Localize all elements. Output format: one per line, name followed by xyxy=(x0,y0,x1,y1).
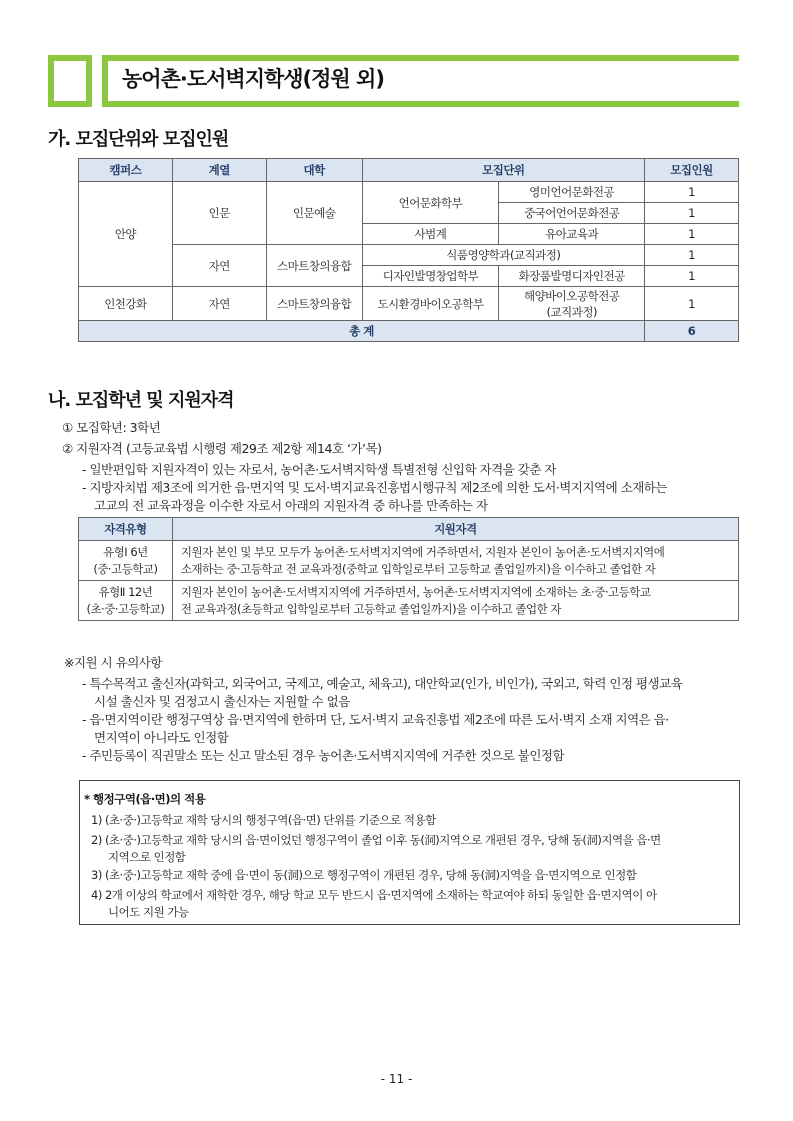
cell-major: 유아교육과 xyxy=(499,224,645,245)
cell-count: 1 xyxy=(645,182,739,203)
total-label: 총 계 xyxy=(79,321,645,342)
cell-division: 사범계 xyxy=(362,224,499,245)
table-row xyxy=(79,245,739,266)
total-value: 6 xyxy=(645,321,739,342)
notice-heading: * 행정구역(읍·면)의 적용 xyxy=(84,792,206,806)
cell-count: 1 xyxy=(645,224,739,245)
qual-type-line: (중·고등학교) xyxy=(93,561,158,576)
eligibility-item: - 지방자치법 제3조에 의거한 읍·면지역 및 도서·벽지교육진흥법시행규칙 제2조에 의한 도서·벽지지역에 소재하는 xyxy=(82,480,667,495)
cell-qual-type xyxy=(79,581,173,621)
notice-item: 3) (초·중·)고등학교 재학 중에 읍·면이 동(洞)으로 행정구역이 개편된 경우, 당해 동(洞)지역을 읍·면지역으로 인정함 xyxy=(91,868,637,882)
caution-item-cont: 시설 출신자 및 검정고시 출신자는 지원할 수 없음 xyxy=(94,694,350,709)
qual-desc-line: 소재하는 중·고등학교 전 교육과정(중학교 입학일로부터 고등학교 졸업일까지)을 이수하고 졸업한 자 xyxy=(180,561,656,576)
qual-type-line: 유형Ⅰ 6년 xyxy=(103,544,148,559)
cell-count: 1 xyxy=(645,203,739,224)
cell-count: 1 xyxy=(645,266,739,287)
cell-field: 자연 xyxy=(172,287,266,321)
header-campus: 캠퍼스 xyxy=(79,159,173,182)
title-accent-inner xyxy=(54,61,86,101)
table-header-row xyxy=(79,518,739,541)
page-title: 농어촌·도서벽지학생(정원 외) xyxy=(122,67,384,91)
qual-desc-line: 지원자 본인이 농어촌·도서벽지지역에 거주하면서, 농어촌·도서벽지지역에 소재하는 초·중·고등학교 xyxy=(180,584,651,599)
notice-item-cont: 지역으로 인정함 xyxy=(108,850,186,864)
header-field: 계열 xyxy=(172,159,266,182)
table-row xyxy=(79,541,739,581)
cell-major-line2: (교직과정) xyxy=(546,304,597,319)
caution-item: - 특수목적고 출신자(과학고, 외국어고, 국제고, 예술고, 체육고), 대안학교(인가, 비인가), 국외고, 학력 인정 평생교육 xyxy=(82,676,683,691)
cell-major xyxy=(499,287,645,321)
notice-item: 4) 2개 이상의 학교에서 재학한 경우, 해당 학교 모두 반드시 읍·면지역에 소재하는 학교여야 하되 동일한 읍·면지역이 아 xyxy=(91,888,657,902)
eligibility-item-cont: 고교의 전 교육과정을 이수한 자로서 아래의 지원자격 중 하나를 만족하는 자 xyxy=(94,498,488,513)
cell-division: 디자인발명창업학부 xyxy=(362,266,499,287)
cell-major: 중국어언어문화전공 xyxy=(499,203,645,224)
recruit-year: ① 모집학년: 3학년 xyxy=(62,420,161,435)
cell-division: 도시환경바이오공학부 xyxy=(362,287,499,321)
cell-campus: 안양 xyxy=(79,182,173,287)
notice-item-cont: 니어도 지원 가능 xyxy=(108,905,189,919)
header-quota: 모집인원 xyxy=(645,159,739,182)
cell-qual-type xyxy=(79,541,173,581)
cell-qual-desc xyxy=(172,541,738,581)
qual-type-line: 유형Ⅱ 12년 xyxy=(98,584,153,599)
qual-type-line: (초·중·고등학교) xyxy=(86,601,165,616)
cell-college: 스마트창의융합 xyxy=(266,287,362,321)
table-row xyxy=(79,287,739,321)
recruitment-table xyxy=(78,158,739,342)
caution-item-cont: 면지역이 아니라도 인정함 xyxy=(94,730,229,745)
cell-count: 1 xyxy=(645,287,739,321)
section-a-heading: 가. 모집단위와 모집인원 xyxy=(48,129,229,150)
qualification-table xyxy=(78,517,739,621)
notice-item: 2) (초·중·)고등학교 재학 당시의 읍·면이었던 행정구역이 졸업 이후 동(洞)지역으로 개편된 경우, 당해 동(洞)지역을 읍·면 xyxy=(91,833,661,847)
header-qual-type: 자격유형 xyxy=(79,518,173,541)
cell-major: 화장품발명디자인전공 xyxy=(499,266,645,287)
cell-field: 자연 xyxy=(172,245,266,287)
caution-item: - 주민등록이 직권말소 또는 신고 말소된 경우 농어촌·도서벽지지역에 거주한 것으로 불인정함 xyxy=(82,748,565,763)
cell-campus: 인천강화 xyxy=(79,287,173,321)
cell-major: 식품영양학과(교직과정) xyxy=(362,245,645,266)
section-b-heading: 나. 모집학년 및 지원자격 xyxy=(48,390,234,411)
notice-item: 1) (초·중·)고등학교 재학 당시의 행정구역(읍·면) 단위를 기준으로 적용함 xyxy=(91,813,436,827)
table-row xyxy=(79,182,739,203)
table-row xyxy=(79,581,739,621)
header-unit: 모집단위 xyxy=(362,159,645,182)
cell-qual-desc xyxy=(172,581,738,621)
qual-desc-line: 전 교육과정(초등학교 입학일로부터 고등학교 졸업일까지)을 이수하고 졸업한 자 xyxy=(180,601,562,616)
cell-field: 인문 xyxy=(172,182,266,245)
total-row xyxy=(79,321,739,342)
header-college: 대학 xyxy=(266,159,362,182)
cell-division: 언어문화학부 xyxy=(362,182,499,224)
cell-college: 스마트창의융합 xyxy=(266,245,362,287)
table-header-row xyxy=(79,159,739,182)
caution-heading: ※지원 시 유의사항 xyxy=(64,655,162,670)
eligibility-title: ② 지원자격 (고등교육법 시행령 제29조 제2항 제14호 ‘가’목) xyxy=(62,441,382,456)
header-qual-desc: 지원자격 xyxy=(172,518,738,541)
cell-major: 영미언어문화전공 xyxy=(499,182,645,203)
cell-college: 인문예술 xyxy=(266,182,362,245)
qual-desc-line: 지원자 본인 및 부모 모두가 농어촌·도서벽지지역에 거주하면서, 지원자 본인이 농어촌·도서벽지지역에 xyxy=(180,544,665,559)
eligibility-item: - 일반편입학 지원자격이 있는 자로서, 농어촌·도서벽지학생 특별전형 신입학 자격을 갖춘 자 xyxy=(82,462,556,477)
page-number: - 11 - xyxy=(380,1072,413,1086)
cell-count: 1 xyxy=(645,245,739,266)
cell-major-line1: 해양바이오공학전공 xyxy=(523,288,620,303)
caution-item: - 읍·면지역이란 행정구역상 읍·면지역에 한하며 단, 도서·벽지 교육진흥법 제2조에 따른 도서·벽지 소재 지역은 읍· xyxy=(82,712,669,727)
